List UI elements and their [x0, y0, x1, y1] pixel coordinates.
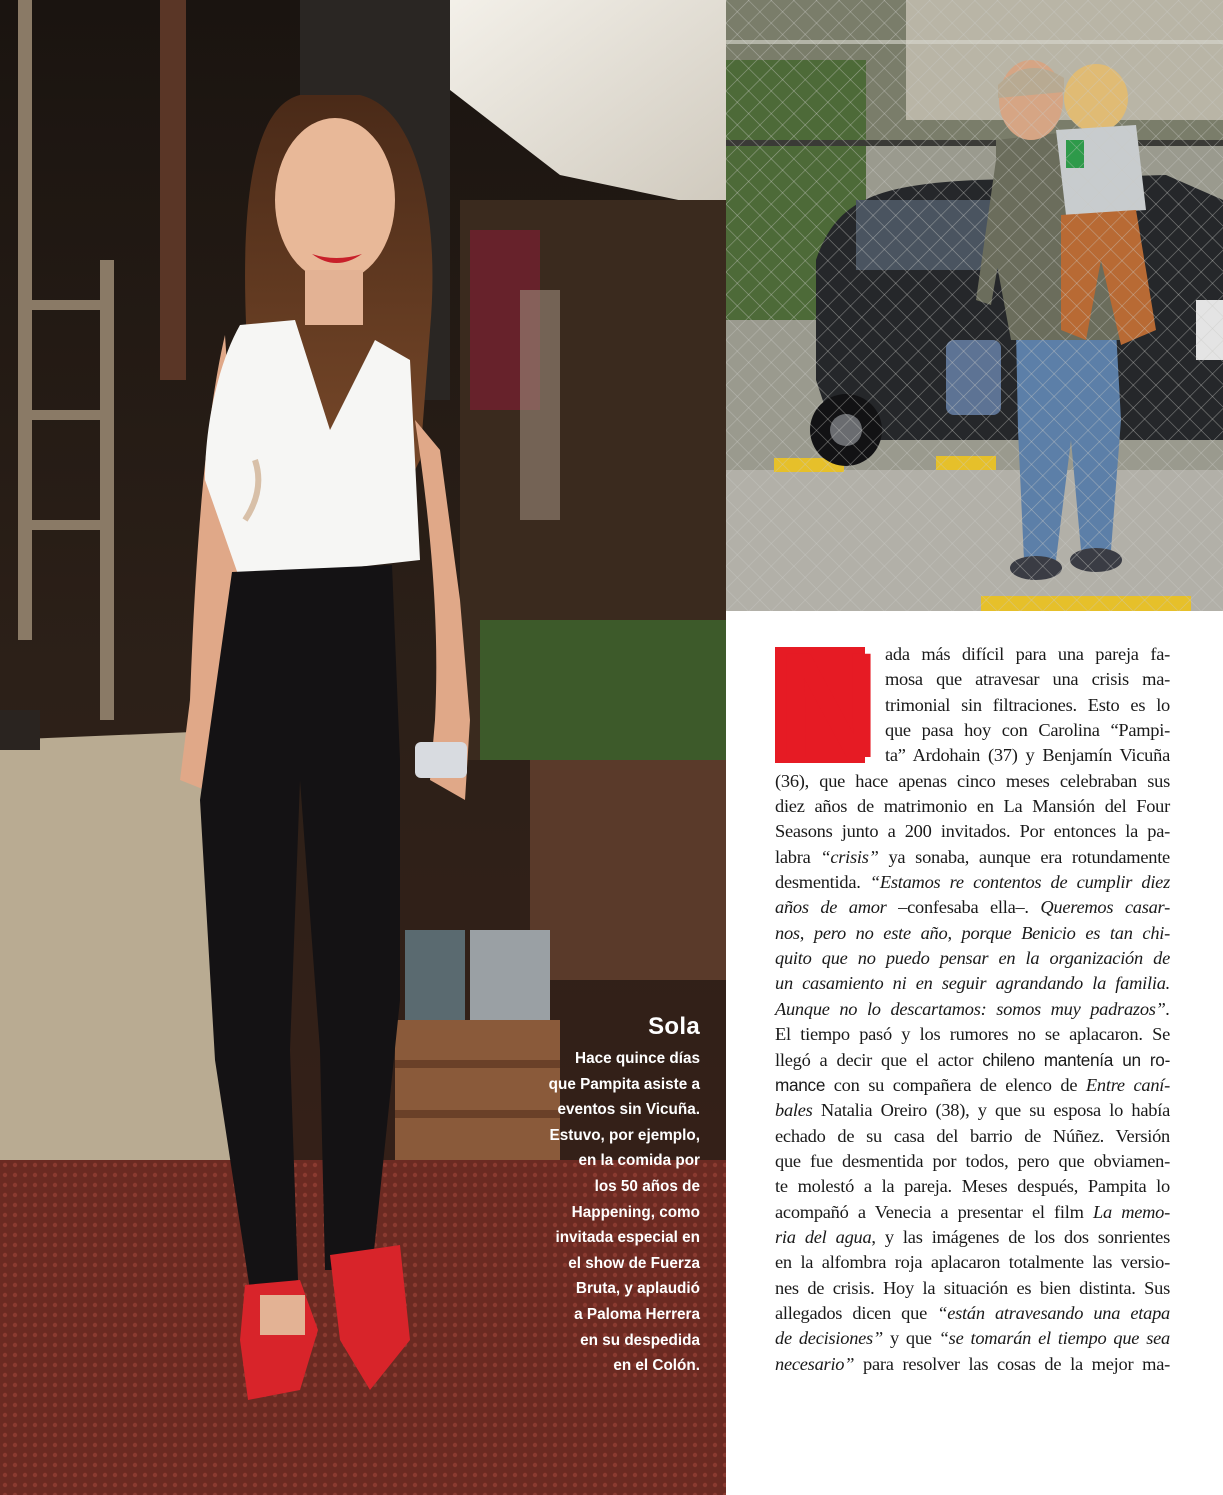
article-line: trimonial sin filtraciones. Esto es lo [885, 694, 1170, 715]
caption-title: Sola [648, 1013, 700, 1040]
italic-quote: un casamiento ni en seguir agrandando la familia. [775, 973, 1170, 994]
article-line [775, 921, 1170, 946]
italic-quote: de decisiones” [775, 1328, 883, 1349]
caption-line: Hace quince días [575, 1050, 700, 1067]
article-line [775, 870, 1170, 895]
article-line [775, 895, 1170, 920]
caption-body [460, 1046, 700, 1379]
article-line [775, 997, 1170, 1022]
text-run: , y las imágenes de los dos sonrientes [871, 1226, 1170, 1247]
article-line [775, 946, 1170, 971]
caption-line: Happening, como [571, 1203, 700, 1221]
italic-quote: Aunque no lo descartamos: somos muy padrazos”. [775, 998, 1170, 1019]
caption-line: a Paloma Herrera [574, 1305, 700, 1323]
text-run: y que [889, 1328, 932, 1349]
article-line [775, 1352, 1170, 1377]
article-line: que fue desmentida por todos, pero que obviamen- [775, 1150, 1170, 1171]
caption-line: en el Colón. [613, 1357, 700, 1375]
caption-line: en la comida por [578, 1152, 700, 1170]
italic-quote: necesario” [775, 1353, 855, 1374]
article-line [775, 1098, 1170, 1123]
article-line [775, 1048, 1170, 1073]
caption-line: el show de Fuerza [568, 1254, 700, 1272]
article-line: mosa que atravesar una crisis ma- [885, 669, 1170, 690]
text-run: ya sonaba, aunque era rotundamente [888, 846, 1170, 867]
caption-line: los 50 años de [594, 1177, 700, 1195]
italic-quote: “se tomarán el tiempo que sea [938, 1328, 1170, 1349]
text-run: Natalia Oreiro (38), y que su esposa lo había [820, 1100, 1170, 1121]
italic-title: La memo- [1093, 1201, 1170, 1222]
italic-quote: “están atravesando una etapa [937, 1302, 1170, 1323]
article-line: diez años de matrimonio en La Mansión del Four [775, 796, 1170, 817]
text-run: –confesaba ella–. [898, 897, 1029, 918]
article-line: El tiempo pasó y los rumores no se aplacaron. Se [775, 1024, 1170, 1045]
text-run: acompañó a Venecia a presentar el film [775, 1201, 1084, 1222]
photo-caption [460, 1012, 700, 1379]
text-run: con su compañera de elenco de [833, 1074, 1078, 1095]
article-line: en la alfombra roja aplacaron totalmente las versio- [775, 1252, 1170, 1273]
caption-line: Bruta, y aplaudió [575, 1280, 700, 1298]
italic-title: Entre caní- [1085, 1074, 1171, 1095]
text-run: para resolver las cosas de la mejor ma- [863, 1353, 1170, 1374]
text-run: llegó a decir que el actor [775, 1049, 974, 1070]
text-run: labra [775, 846, 811, 867]
drop-cap-letter: N [777, 621, 881, 789]
italic-title: bales [775, 1100, 813, 1121]
italic-quote: Queremos casar- [1040, 897, 1170, 918]
caption-line: en su despedida [580, 1331, 700, 1349]
article-line: echado de su casa del barrio de Núñez. Versión [775, 1125, 1170, 1146]
article-line [775, 1073, 1170, 1098]
italic-quote: “Estamos re contentos de cumplir diez [869, 872, 1171, 893]
caption-line: que Pampita asiste a [548, 1075, 700, 1093]
article-line [775, 845, 1170, 870]
article-line: ada más difícil para una pareja fa- [885, 644, 1170, 664]
article-line: nes de crisis. Hoy la situación es bien distinta. Sus [775, 1277, 1170, 1298]
text-run: desmentida. [775, 872, 861, 893]
article-line [775, 1326, 1170, 1351]
italic-title: ria del agua [775, 1226, 872, 1247]
article-line: Seasons junto a 200 invitados. Por entonces la pa- [775, 821, 1170, 842]
street-photo [726, 0, 1223, 611]
caption-line: invitada especial en [555, 1229, 700, 1247]
article-line [775, 971, 1170, 996]
article-line [775, 1225, 1170, 1250]
article-line: te molestó a la pareja. Meses después, Pampita lo [775, 1176, 1170, 1197]
italic-quote: años de amor [775, 897, 887, 918]
article-line [775, 1301, 1170, 1326]
italic-quote: quito que no puedo pensar en la organización de [775, 948, 1170, 969]
bold-highlight: chileno mantenía un ro- [982, 1049, 1170, 1070]
article-line [775, 1200, 1170, 1225]
caption-line: eventos sin Vicuña. [557, 1101, 700, 1119]
article-line: que pasa hoy con Carolina “Pampi- [885, 720, 1170, 741]
text-run: allegados dicen que [775, 1302, 927, 1323]
caption-line: Estuvo, por ejemplo, [549, 1126, 700, 1144]
italic-quote: nos, pero no este año, porque Benicio es tan chi- [775, 922, 1170, 943]
italic-quote: “crisis” [820, 846, 879, 867]
article-line: ta” Ardohain (37) y Benjamín Vicuña [885, 745, 1170, 766]
man-carrying-child-photo-icon [726, 0, 1223, 611]
bold-highlight: mance [775, 1074, 826, 1095]
article-line: (36), que hace apenas cinco meses celebraban sus [775, 770, 1170, 791]
